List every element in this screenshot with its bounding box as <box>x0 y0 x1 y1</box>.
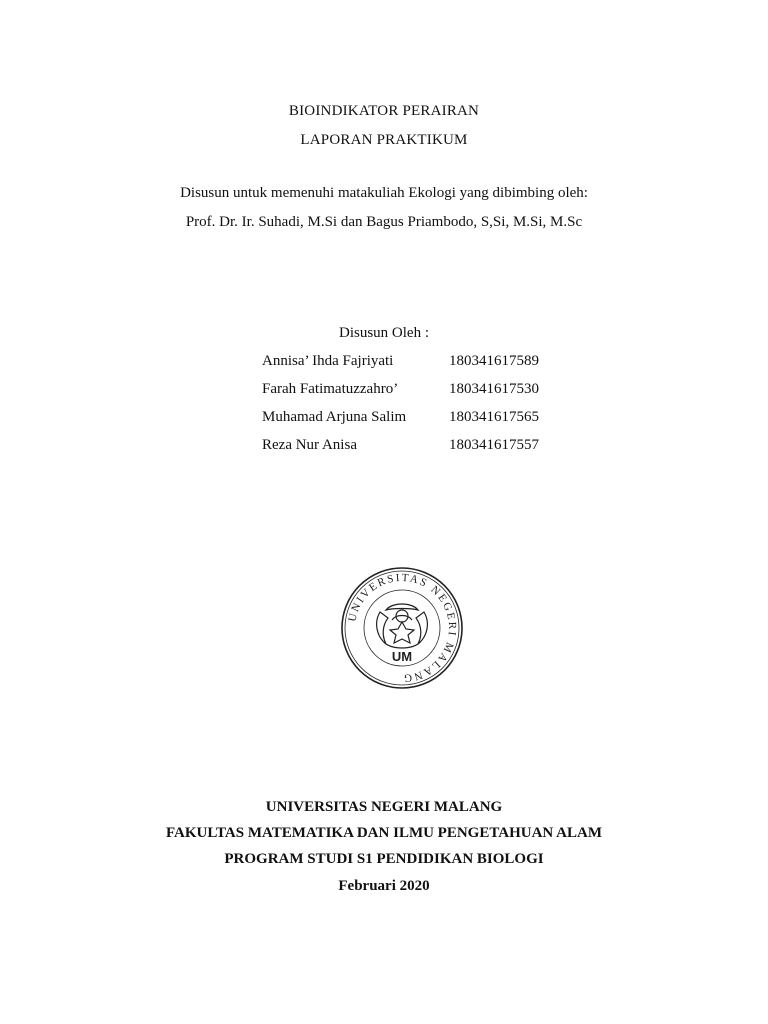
author-row <box>262 353 582 373</box>
faculty-name: FAKULTAS MATEMATIKA DAN ILMU PENGETAHUAN ALAM <box>166 825 602 841</box>
purpose-statement: Disusun untuk memenuhi matakuliah Ekologi yang dibimbing oleh: <box>180 185 588 201</box>
author-row <box>262 437 582 457</box>
author-row <box>262 409 582 429</box>
report-type: LAPORAN PRAKTIKUM <box>300 132 468 148</box>
author-nim: 180341617557 <box>449 437 539 453</box>
universitas-negeri-malang-seal-icon <box>340 566 464 690</box>
author-nim: 180341617565 <box>449 409 539 425</box>
author-nim: 180341617589 <box>449 353 539 369</box>
author-row <box>262 381 582 401</box>
author-nim: 180341617530 <box>449 381 539 397</box>
author-name: Reza Nur Anisa <box>262 437 357 453</box>
seal-monogram: UM <box>391 649 413 664</box>
author-name: Annisa’ Ihda Fajriyati <box>262 353 394 369</box>
authors-heading: Disusun Oleh : <box>339 325 429 341</box>
report-date: Februari 2020 <box>338 878 430 894</box>
seal-graphic <box>340 566 464 690</box>
author-name: Farah Fatimatuzzahro’ <box>262 381 399 397</box>
supervisors: Prof. Dr. Ir. Suhadi, M.Si dan Bagus Priambodo, S,Si, M.Si, M.Sc <box>185 214 583 230</box>
seal-ring-text: UNIVERSITAS NEGERI MALANG <box>346 571 459 685</box>
seal-emblem <box>377 604 428 648</box>
report-title: BIOINDIKATOR PERAIRAN <box>288 103 480 119</box>
university-name: UNIVERSITAS NEGERI MALANG <box>265 799 503 815</box>
program-name: PROGRAM STUDI S1 PENDIDIKAN BIOLOGI <box>224 851 544 867</box>
author-name: Muhamad Arjuna Salim <box>262 409 407 425</box>
